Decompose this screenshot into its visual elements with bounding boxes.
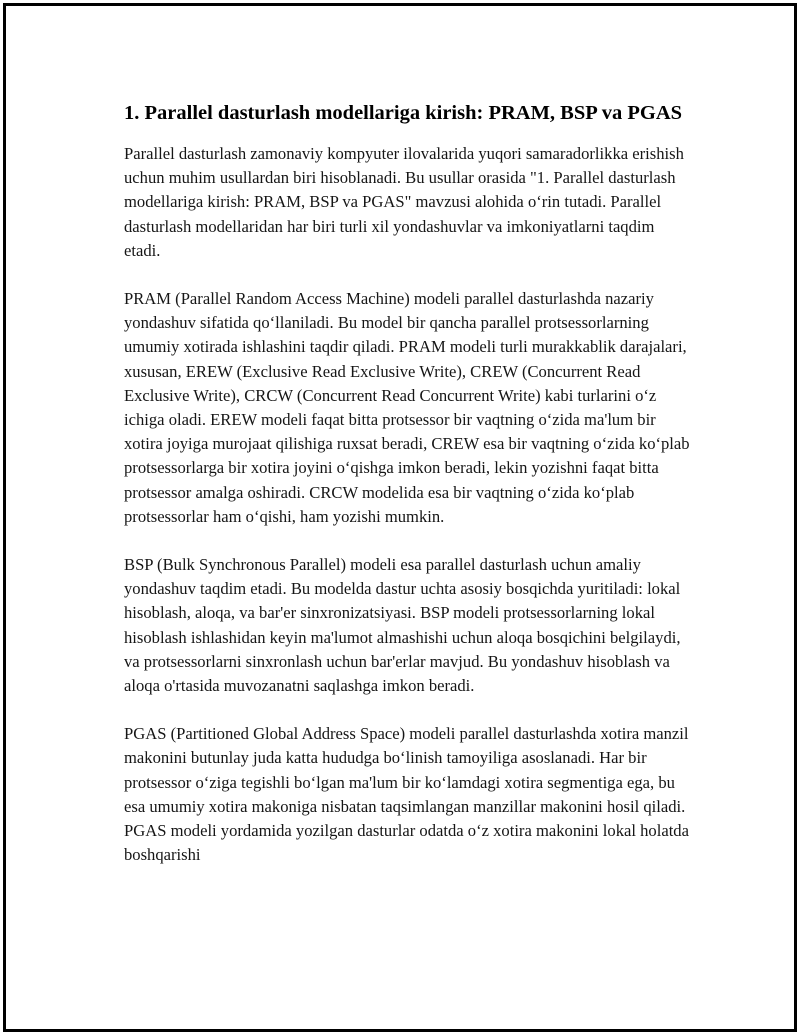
paragraph-intro: Parallel dasturlash zamonaviy kompyuter ilovalarida yuqori samaradorlikka erishish uchun muhim usullardan biri hisoblanadi. Bu usullar orasida "1. Parallel dasturlash modellariga kirish: PRAM, BSP va PGAS" mavzusi alohida oʻrin tutadi. Parallel dasturlash modellaridan har biri turli xil yondashuvlar va imkoniyatlarni taqdim etadi.: [124, 144, 684, 260]
section-heading: 1. Parallel dasturlash modellariga kirish: PRAM, BSP va PGAS: [124, 102, 683, 124]
document-body: [124, 98, 694, 891]
paragraph-pram: PRAM (Parallel Random Access Machine) modeli parallel dasturlashda nazariy yondashuv sifatida qoʻllaniladi. Bu model bir qancha parallel protsessorlarning umumiy xotirada ishlashini taqdir qiladi. PRAM modeli turli murakkablik darajalari, xususan, EREW (Exclusive Read Exclusive Write), CREW (Concurrent Read Exclusive Write), CRCW (Concurrent Read Concurrent Write) kabi turlarini oʻz ichiga oladi. EREW modeli faqat bitta protsessor bir vaqtning oʻzida ma'lum bir xotira joyiga murojaat qilishiga ruxsat beradi, CREW esa bir vaqtning oʻzida koʻplab protsessorlarga bir xotira joyini oʻqishga imkon beradi, lekin yozishni faqat bitta protsessor amalga oshiradi. CRCW modelida esa bir vaqtning oʻzida koʻplab protsessorlar ham oʻqishi, ham yozishi mumkin.: [124, 289, 690, 526]
paragraph-pgas: PGAS (Partitioned Global Address Space) modeli parallel dasturlashda xotira manzil makonini butunlay juda katta hududga boʻlinish tamoyiliga asoslanadi. Har bir protsessor oʻziga tegishli boʻlgan ma'lum bir koʻlamdagi xotira segmentiga ega, bu esa umumiy xotira makoniga nisbatan taqsimlangan manzillar makonini hosil qiladi. PGAS modeli yordamida yozilgan dasturlar odatda oʻz xotira makonini lokal holatda boshqarishi: [124, 724, 689, 865]
page-frame: [3, 3, 797, 1032]
paragraph-bsp: BSP (Bulk Synchronous Parallel) modeli esa parallel dasturlash uchun amaliy yondashuv taqdim etadi. Bu modelda dastur uchta asosiy bosqichda yuritiladi: lokal hisoblash, aloqa, va bar'er sinxronizatsiyasi. BSP modeli protsessorlarning lokal hisoblash ishlashidan keyin ma'lumot almashishi uchun aloqa bosqichini belgilaydi, va protsessorlarni sinxronlash uchun bar'erlar mavjud. Bu yondashuv hisoblash va aloqa o'rtasida muvozanatni saqlashga imkon beradi.: [124, 555, 681, 696]
